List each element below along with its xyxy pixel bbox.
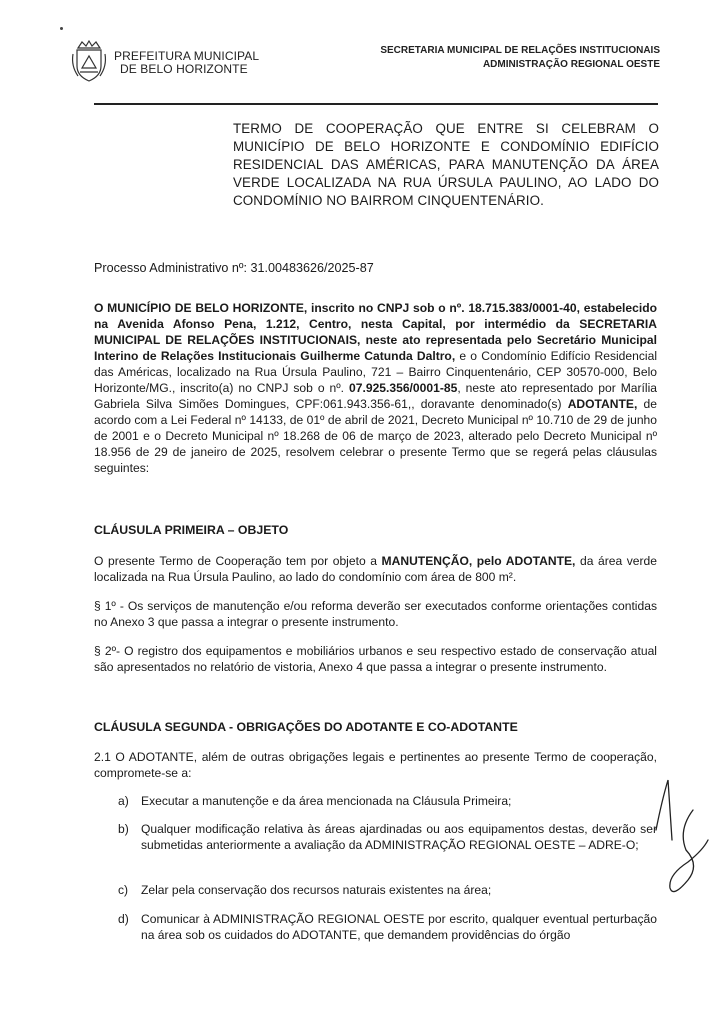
clause-1-heading: CLÁUSULA PRIMEIRA – OBJETO bbox=[94, 523, 289, 537]
clause-1-text-a: O presente Termo de Cooperação tem por objeto a bbox=[94, 554, 382, 568]
organization-name-line1: PREFEITURA MUNICIPAL bbox=[114, 49, 260, 63]
handwritten-initials bbox=[648, 770, 710, 910]
list-item-label: a) bbox=[118, 794, 129, 808]
parties-text-1: e o Condomínio Edifício Residencial das Américas, localizado na Rua Úrsula Paulino, 721 – Bairro Cinquentenário, CEP 30570-000, Belo Horizonte/MG., inscrito(a) no CNPJ sob o nº. bbox=[94, 349, 658, 395]
document-title: TERMO DE COOPERAÇÃO QUE ENTRE SI CELEBRAM O MUNICÍPIO DE BELO HORIZONTE E CONDOMÍNIO EDIFÍCIO RESIDENCIAL DAS AMÉRICAS, PARA MANUTENÇÃO DA ÁREA VERDE LOCALIZADA NA RUA ÚRSULA PAULINO, AO LADO DO CONDOMÍNIO NO BAIRROM CINQUENTENÁRIO. bbox=[233, 121, 659, 208]
parties-text-2: , neste ato representado por Marília Gabriela Silva Simões Domingues, CPF:061.943.356-61,, doravante denominado(s) bbox=[94, 381, 657, 411]
parties-text-3: de acordo com a Lei Federal nº 14133, de 01º de abril de 2021, Decreto Municipal nº 10.710 de 29 de junho de 2001 e o Decreto Municipal nº 18.268 de 06 de março de 2023, alterado pelo Decreto Municipal nº 18.956 de 29 de janeiro de 2025, resolvem celebrar o presente Termo que se regerá pelas cláusulas seguintes: bbox=[94, 397, 658, 475]
organization-name bbox=[114, 50, 259, 76]
secretariat-name: SECRETARIA MUNICIPAL DE RELAÇÕES INSTITUCIONAIS bbox=[380, 45, 660, 56]
header-divider bbox=[94, 103, 658, 105]
parties-paragraph bbox=[94, 300, 657, 476]
list-item-label: c) bbox=[118, 883, 129, 897]
parties-bold-1: O MUNICÍPIO DE BELO HORIZONTE, inscrito no CNPJ sob o nº. 18.715.383/0001-40, estabelecido na Avenida Afonso Pena, 1.212, Centro, nesta Capital, por intermédio da SECRETARIA MUNICIPAL DE RELAÇÕES INSTITUCIONAIS, neste ato representada pelo Secretário Municipal Interino de Relações Institucionais Guilherme Catunda Daltro, bbox=[94, 301, 657, 363]
clause-1-section-1: § 1º - Os serviços de manutenção e/ou reforma deverão ser executados conforme orientações contidas no Anexo 3 que passa a integrar o presente instrumento. bbox=[94, 599, 657, 629]
clause-1-bold: MANUTENÇÃO, pelo ADOTANTE, bbox=[381, 554, 576, 568]
list-item-text: Comunicar à ADMINISTRAÇÃO REGIONAL OESTE por escrito, qualquer eventual perturbação na área sob os cuidados do ADOTANTE, que demandem providências do órgão bbox=[141, 912, 657, 942]
organization-name-line2: DE BELO HORIZONTE bbox=[120, 62, 248, 76]
adopter-label: ADOTANTE, bbox=[567, 397, 638, 411]
clause-1-paragraph bbox=[94, 553, 657, 585]
list-item-text: Zelar pela conservação dos recursos naturais existentes na área; bbox=[141, 883, 492, 897]
clause-1-section-2: § 2º- O registro dos equipamentos e mobiliários urbanos e seu respectivo estado de conservação atual são apresentados no relatório de vistoria, Anexo 4 que passa a integrar o presente instrumento. bbox=[94, 644, 657, 674]
list-item-text: Executar a manutençõe e da área mencionada na Cláusula Primeira; bbox=[141, 794, 512, 808]
list-item-label: b) bbox=[118, 822, 129, 836]
city-coat-of-arms-icon bbox=[70, 38, 108, 84]
process-number: Processo Administrativo nº: 31.00483626/2025-87 bbox=[94, 261, 374, 275]
clause-2-intro: 2.1 O ADOTANTE, além de outras obrigações legais e pertinentes ao presente Termo de cooperação, compromete-se a: bbox=[94, 750, 657, 780]
list-item-label: d) bbox=[118, 912, 129, 926]
list-item-text: Qualquer modificação relativa às áreas ajardinadas ou aos equipamentos destas, deverão ser submetidas anteriormente a avaliação da ADMINISTRAÇÃO REGIONAL OESTE – ADRE-O; bbox=[141, 822, 657, 852]
scan-dot bbox=[60, 27, 63, 30]
clause-2-heading: CLÁUSULA SEGUNDA - OBRIGAÇÕES DO ADOTANTE E CO-ADOTANTE bbox=[94, 720, 518, 734]
clause-1-text-c: da área verde localizada na Rua Úrsula Paulino, ao lado do condomínio com área de 800 m². bbox=[94, 554, 657, 584]
regional-administration-name: ADMINISTRAÇÃO REGIONAL OESTE bbox=[482, 59, 660, 70]
secretariat-header bbox=[380, 44, 660, 72]
adopter-cnpj: 07.925.356/0001-85 bbox=[349, 381, 458, 395]
